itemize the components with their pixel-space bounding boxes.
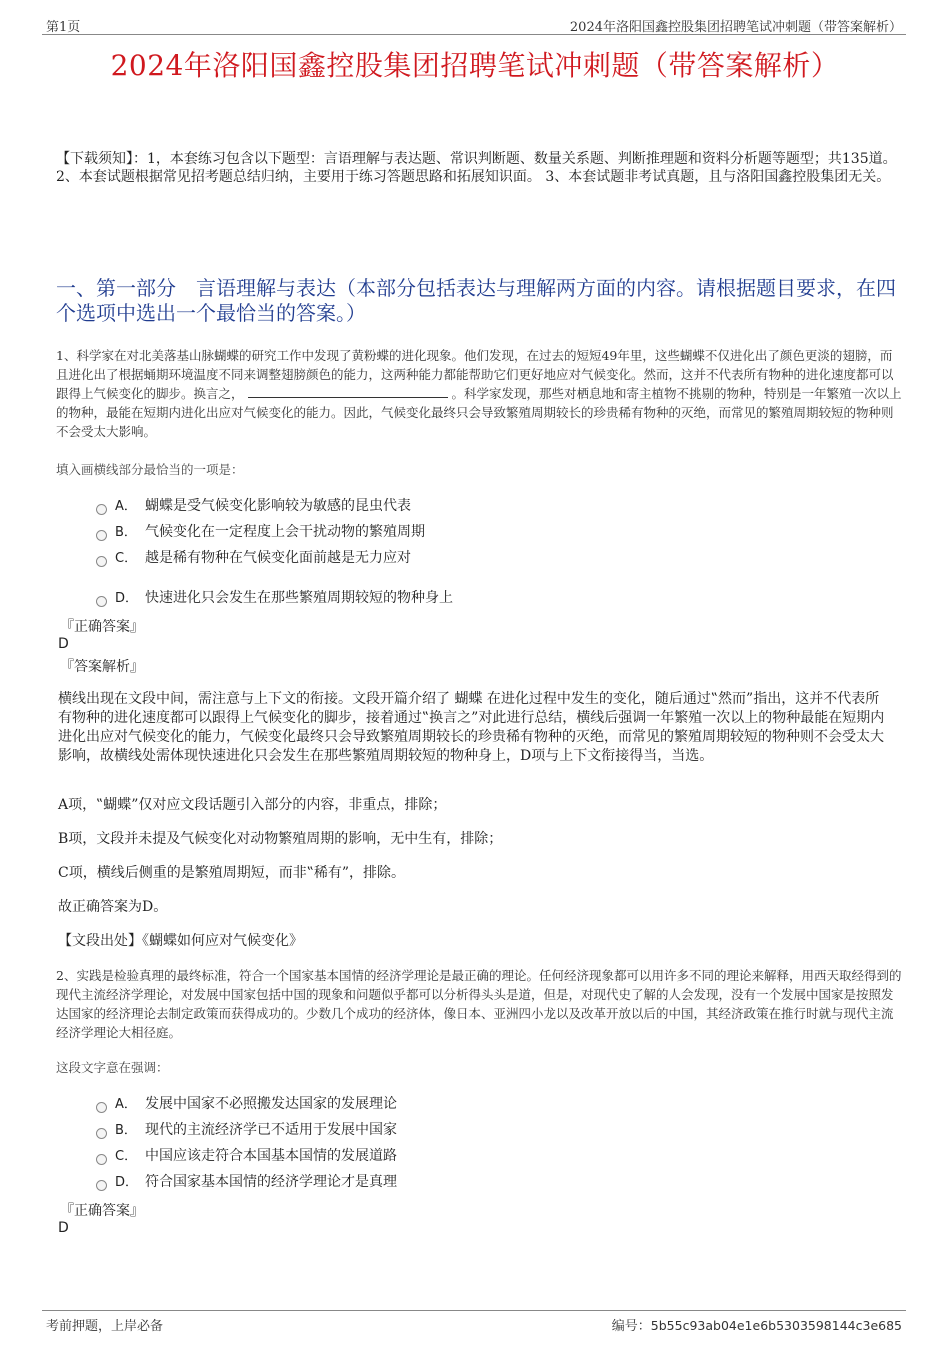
section-title: 一、第一部分 言语理解与表达（本部分包括表达与理解两方面的内容。请根据题目要求，在四个选项中选出一个最恰当的答案。） [56,276,896,325]
download-notice: 【下载须知】：1，本套练习包含以下题型：言语理解与表达题、常识判断题、数量关系题、判断推理题和资料分析题等题型；共135道。 2、本套试题根据常见招考题总结归纳，主要用于练习答题思路和拓展知识面。 3、本套试题非考试真题，且与洛阳国鑫控股集团无关。 [56,151,897,185]
option-letter: A． [115,499,137,514]
question-1-text-before: 1、科学家在对北美落基山脉蝴蝶的研究工作中发现了黄粉蝶的进化现象。他们发现，在过去的短短49年里，这些蝴蝶不仅进化出了颜色更淡的翅膀，而且进化出了根据蛹期环境温度不同来调整翅膀颜色的能力，这两种能力都能帮助它们更好地应对气候变化。然而，这并不代表所有物种的进化速度都可以跟得上气候变化的脚步。换言之， [56,348,894,401]
source-citation: 【文段出处】《蝴蝶如何应对气候变化》 [58,933,303,949]
question-1-text-after: 。科学家发现，那些对栖息地和寄主植物不挑剔的物种，特别是一年繁殖一次以上的物种，最能在短期内进化出应对气候变化的能力。因此，气候变化最终只会导致繁殖周期较长的珍贵稀有物种的灭绝，而常见的繁殖周期较短的物种则不会受太大影响。 [56,386,902,439]
question-1-prompt: 填入画横线部分最恰当的一项是： [56,462,244,477]
option-letter: A． [115,1097,137,1112]
question-2-prompt: 这段文字意在强调： [56,1060,169,1075]
option-text: 快速进化只会发生在那些繁殖周期较短的物种身上 [145,590,453,606]
question-2-option-c[interactable] [96,1146,397,1166]
fill-blank [248,385,448,398]
answer-label: 『正确答案』 [60,619,144,635]
option-text: 蝴蝶是受气候变化影响较为敏感的昆虫代表 [145,498,411,514]
option-letter: B． [115,525,137,540]
option-text: 气候变化在一定程度上会干扰动物的繁殖周期 [145,524,425,540]
question-1-text [56,346,902,441]
code-value: 5b55c93ab04e1e6b5303598144c3e685 [650,1318,902,1333]
answer-value: D [58,1220,69,1236]
page-footer [42,1310,906,1335]
answer-label: 『正确答案』 [60,1203,144,1219]
radio-icon[interactable] [96,596,107,607]
question-1-option-b[interactable] [96,522,425,542]
conclusion: 故正确答案为D。 [58,899,168,915]
question-2-text: 2、实践是检验真理的最终标准，符合一个国家基本国情的经济学理论是最正确的理论。任何经济现象都可以用许多不同的理论来解释，用西天取经得到的现代主流经济学理论，对发展中国家包括中国的现象和问题似乎都可以分析得头头是道，但是，对现代史了解的人会发现，没有一个发展中国家是按照发达国家的经济理论去制定政策而获得成功的。少数几个成功的经济体，像日本、亚洲四小龙以及改革开放以后的中国，其经济政策在推行时就与现代主流经济学理论大相径庭。 [56,968,902,1040]
option-letter: C． [115,551,138,566]
page-header [42,14,906,35]
option-text: 现代的主流经济学已不适用于发展中国家 [145,1122,397,1138]
radio-icon[interactable] [96,504,107,515]
analysis-option-c: C项，横线后侧重的是繁殖周期短，而非‟稀有”，排除。 [58,865,406,881]
radio-icon[interactable] [96,1180,107,1191]
option-letter: C． [115,1149,138,1164]
page-number: 第1页 [46,20,81,35]
question-2-option-b[interactable] [96,1120,397,1140]
radio-icon[interactable] [96,530,107,541]
radio-icon[interactable] [96,1128,107,1139]
option-letter: B． [115,1123,137,1138]
radio-icon[interactable] [96,1102,107,1113]
option-text: 符合国家基本国情的经济学理论才是真理 [145,1174,397,1190]
analysis-text: 横线出现在文段中间，需注意与上下文的衔接。文段开篇介绍了 蝴蝶 在进化过程中发生的变化，随后通过‟然而”指出，这并不代表所有物种的进化速度都可以跟得上气候变化的脚步，接着通过‟换言之”对此进行总结，横线后强调一年繁殖一次以上的物种最能在短期内进化出应对气候变化的能力，气候变化最终只会导致繁殖周期较长的珍贵稀有物种的灭绝，而常见的繁殖周期较短的物种则不会受太大影响，故横线处需体现快速进化只会发生在那些繁殖周期较短的物种身上，D项与上下文衔接得当，当选。 [58,691,885,764]
question-1-option-a[interactable] [96,496,411,516]
radio-icon[interactable] [96,1154,107,1165]
option-text: 中国应该走符合本国基本国情的发展道路 [145,1148,397,1164]
question-2-option-a[interactable] [96,1094,397,1114]
header-doc-title: 2024年洛阳国鑫控股集团招聘笔试冲刺题（带答案解析） [569,20,902,35]
analysis-option-b: B项，文段并未提及气候变化对动物繁殖周期的影响，无中生有，排除； [58,831,503,847]
option-letter: D． [115,591,139,606]
answer-value: D [58,636,69,652]
radio-icon[interactable] [96,556,107,567]
option-letter: D． [115,1175,139,1190]
question-1-option-c[interactable] [96,548,411,568]
analysis-label: 『答案解析』 [60,659,144,675]
question-2-option-d[interactable] [96,1172,397,1192]
code-label: 编号： [611,1319,651,1334]
analysis-option-a: A项，‟蝴蝶”仅对应文段话题引入部分的内容，非重点，排除； [58,797,447,813]
option-text: 越是稀有物种在气候变化面前越是无力应对 [145,550,411,566]
option-text: 发展中国家不必照搬发达国家的发展理论 [145,1096,397,1112]
footer-slogan: 考前押题，上岸必备 [46,1319,164,1334]
question-1-option-d[interactable] [96,588,453,608]
document-title: 2024年洛阳国鑫控股集团招聘笔试冲刺题（带答案解析） [110,49,840,82]
document-code [612,1315,902,1334]
